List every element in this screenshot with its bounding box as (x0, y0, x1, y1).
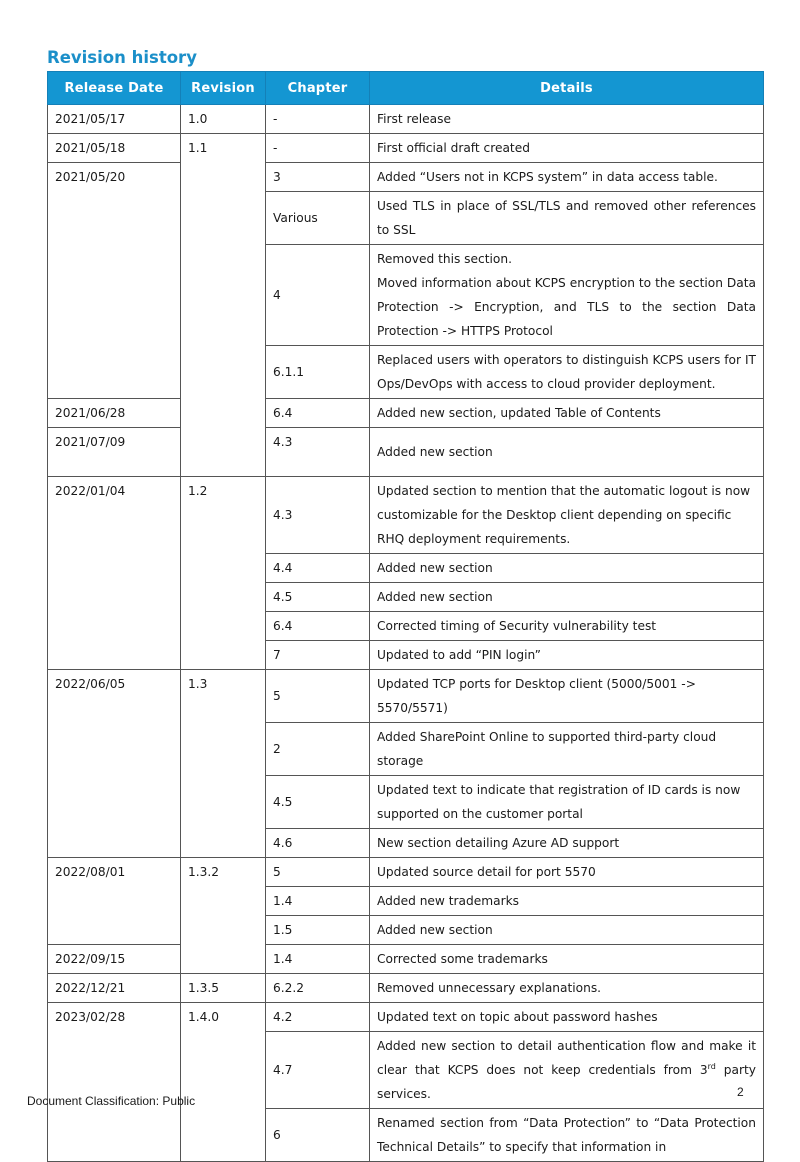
revision-cell: 1.2 (181, 477, 266, 670)
table-row (48, 945, 764, 974)
release-date-cell: 2021/07/09 (48, 428, 181, 477)
details-cell: First official draft created (370, 134, 764, 163)
details-cell: Corrected timing of Security vulnerability test (370, 612, 764, 641)
chapter-cell: 3 (266, 163, 370, 192)
release-date-cell: 2022/12/21 (48, 974, 181, 1003)
header-revision: Revision (181, 72, 266, 105)
details-cell: Added new section (370, 916, 764, 945)
chapter-cell: 4 (266, 245, 370, 346)
details-cell: Updated text to indicate that registration of ID cards is now supported on the customer portal (370, 776, 764, 829)
chapter-cell: 4.4 (266, 554, 370, 583)
revision-cell: 1.3 (181, 670, 266, 858)
details-cell: Added new section (370, 554, 764, 583)
chapter-cell: - (266, 134, 370, 163)
release-date-cell: 2021/06/28 (48, 399, 181, 428)
table-row (48, 399, 764, 428)
details-cell: Updated section to mention that the automatic logout is now customizable for the Desktop client depending on specific RHQ deployment requirements. (370, 477, 764, 554)
chapter-cell: 1.5 (266, 916, 370, 945)
details-cell: Added new trademarks (370, 887, 764, 916)
header-release-date: Release Date (48, 72, 181, 105)
chapter-cell: 6.2.2 (266, 974, 370, 1003)
details-cell: Corrected some trademarks (370, 945, 764, 974)
details-text-tail: party services. (377, 1063, 756, 1101)
table-row (48, 1003, 764, 1032)
chapter-cell: 6 (266, 1109, 370, 1162)
details-line: Moved information about KCPS encryption to the section Data Protection -> Encryption, and TLS to the section Data Protection -> HTTPS Protocol (377, 276, 756, 338)
table-row (48, 163, 764, 192)
chapter-cell: 4.2 (266, 1003, 370, 1032)
revision-cell: 1.3.5 (181, 974, 266, 1003)
chapter-cell: 4.5 (266, 583, 370, 612)
release-date-cell: 2021/05/17 (48, 105, 181, 134)
details-cell: Added SharePoint Online to supported third-party cloud storage (370, 723, 764, 776)
details-cell: Replaced users with operators to distinguish KCPS users for IT Ops/DevOps with access to cloud provider deployment. (370, 346, 764, 399)
chapter-cell: - (266, 105, 370, 134)
chapter-cell: 4.6 (266, 829, 370, 858)
chapter-cell: 6.1.1 (266, 346, 370, 399)
details-line: Removed this section. (377, 252, 512, 266)
chapter-cell: 6.4 (266, 612, 370, 641)
chapter-cell: 6.4 (266, 399, 370, 428)
document-classification: Document Classification: Public (27, 1094, 196, 1108)
superscript-rd: rd (707, 1061, 716, 1071)
details-cell: New section detailing Azure AD support (370, 829, 764, 858)
table-row (48, 670, 764, 723)
details-cell: Added new section (370, 583, 764, 612)
page-number: 2 (737, 1085, 744, 1099)
header-chapter: Chapter (266, 72, 370, 105)
chapter-cell: 4.5 (266, 776, 370, 829)
release-date-cell: 2022/08/01 (48, 858, 181, 945)
release-date-cell: 2021/05/18 (48, 134, 181, 163)
details-cell: Updated to add “PIN login” (370, 641, 764, 670)
release-date-cell: 2022/06/05 (48, 670, 181, 858)
details-cell (370, 1032, 764, 1109)
table-row (48, 858, 764, 887)
table-row (48, 105, 764, 134)
details-cell: Added new section (370, 428, 764, 477)
details-cell: Removed unnecessary explanations. (370, 974, 764, 1003)
release-date-cell: 2022/01/04 (48, 477, 181, 670)
table-row (48, 974, 764, 1003)
details-text: Added new section to detail authentication flow and make it clear that KCPS does not keep credentials from 3 (377, 1039, 756, 1077)
table-row (48, 477, 764, 554)
details-cell: Renamed section from “Data Protection” to “Data Protection Technical Details” to specify that information in (370, 1109, 764, 1162)
chapter-cell: 1.4 (266, 945, 370, 974)
table-row (48, 134, 764, 163)
release-date-cell: 2021/05/20 (48, 163, 181, 399)
details-cell: Added new section, updated Table of Contents (370, 399, 764, 428)
chapter-cell: 7 (266, 641, 370, 670)
release-date-cell: 2023/02/28 (48, 1003, 181, 1162)
revision-cell: 1.0 (181, 105, 266, 134)
table-row (48, 428, 764, 477)
header-details: Details (370, 72, 764, 105)
details-cell: Used TLS in place of SSL/TLS and removed other references to SSL (370, 192, 764, 245)
details-cell: Updated text on topic about password hashes (370, 1003, 764, 1032)
details-cell (370, 245, 764, 346)
details-cell: Updated TCP ports for Desktop client (5000/5001 -> 5570/5571) (370, 670, 764, 723)
table-header-row (48, 72, 764, 105)
chapter-cell: 1.4 (266, 887, 370, 916)
release-date-cell: 2022/09/15 (48, 945, 181, 974)
details-cell: Updated source detail for port 5570 (370, 858, 764, 887)
chapter-cell: 5 (266, 858, 370, 887)
revision-cell: 1.4.0 (181, 1003, 266, 1162)
details-cell: Added “Users not in KCPS system” in data access table. (370, 163, 764, 192)
revision-cell: 1.1 (181, 134, 266, 477)
details-cell: First release (370, 105, 764, 134)
revision-history-table (47, 71, 764, 1162)
revision-cell: 1.3.2 (181, 858, 266, 974)
chapter-cell: Various (266, 192, 370, 245)
chapter-cell: 4.3 (266, 428, 370, 477)
section-title: Revision history (47, 48, 197, 67)
chapter-cell: 2 (266, 723, 370, 776)
chapter-cell: 4.3 (266, 477, 370, 554)
chapter-cell: 4.7 (266, 1032, 370, 1109)
chapter-cell: 5 (266, 670, 370, 723)
